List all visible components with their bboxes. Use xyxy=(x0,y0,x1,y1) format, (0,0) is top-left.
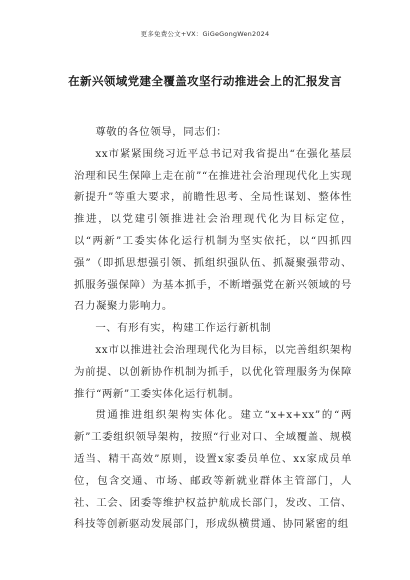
paragraph-section-intro: xx市以推进社会治理现代化为目标，以完善组织架构为前提、以创新协作机制为抓手，以优化管理服务为保障推行“两新”工委实体化运行机制。 xyxy=(74,343,352,400)
paragraph-intro: xx市紧紧围绕习近平总书记对我省提出“在强化基层治理和民生保障上走在前”“在推进社会治理现代化上实现新提升”等重大要求，前瞻性思考、全局性谋划、整体性推进，以党建引领推进社会治理现代化为目标定位，以“两新”工委实体化运行机制为坚实依托，以“四抓四强”（即抓思想强引领、抓组织强队伍、抓凝聚强带动、抓服务强保障）为基本抓手，不断增强党在新兴领域的号召力凝聚力影响力。 xyxy=(74,147,352,313)
paragraph-org-structure: 贯通推进组织架构实体化。建立“x+x+xx”的“两新”工委组织领导架构，按照“行业对口、全域覆盖、规模适当、精干高效”原则，设置x家委员单位、xx家成员单位，包含交通、市场、邮政等新就业群体主管部门，人社、工会、团委等维护权益护航成长部门，发改、工信、科技等创新驱动发展部门，形成纵横贯通、协同紧密的组 xyxy=(74,409,352,531)
document-title: 在新兴领域党建全覆盖攻坚行动推进会上的汇报发言 xyxy=(68,74,342,88)
salutation: 尊敬的各位领导，同志们： xyxy=(95,126,228,138)
header-note: 更多免费公文+VX：GiGeGongWen2024 xyxy=(140,30,270,38)
document-body xyxy=(74,122,352,536)
section-heading: 一、有形有实，构建工作运行新机制 xyxy=(95,322,272,335)
